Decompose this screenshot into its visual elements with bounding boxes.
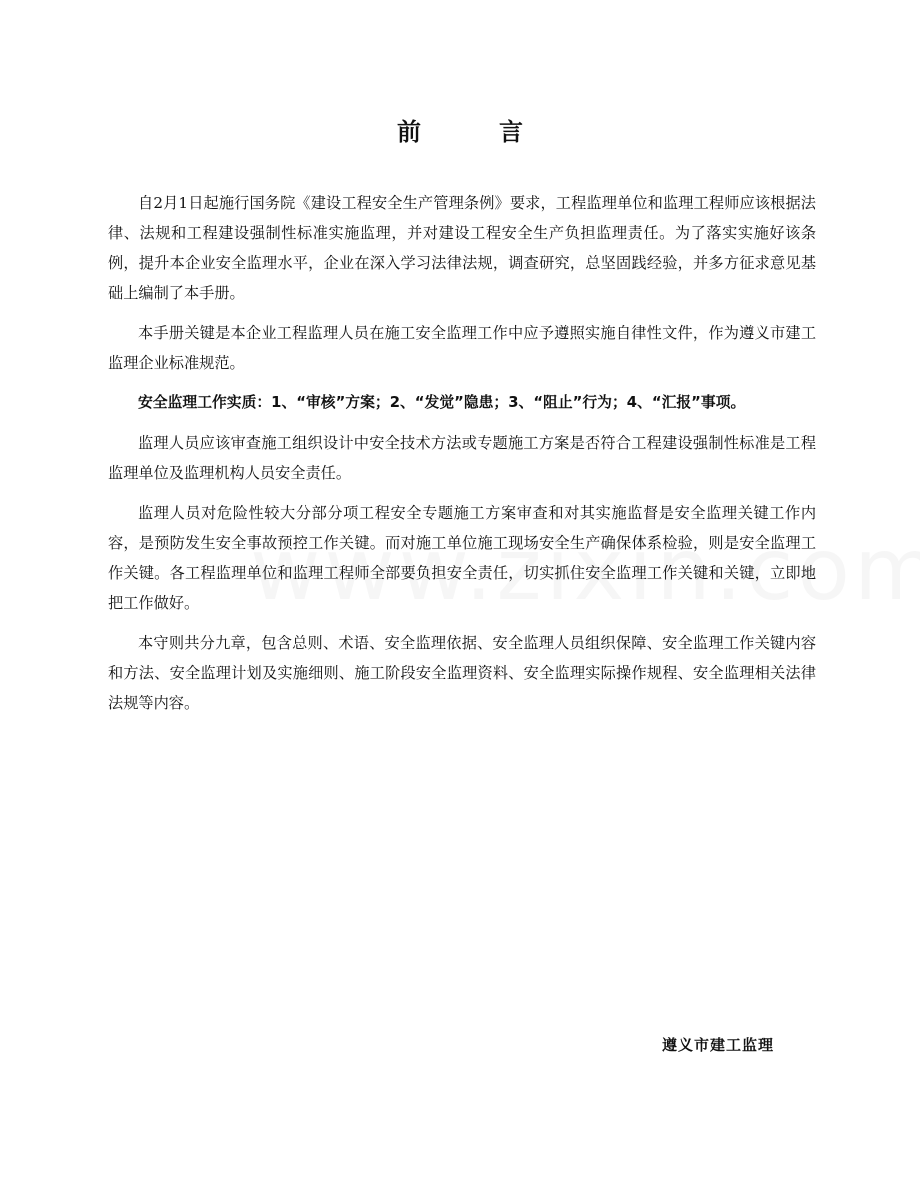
document-body <box>108 188 816 728</box>
paragraph-3-key-points: 安全监理工作实质：1、“审核”方案；2、“发觉”隐患；3、“阻止”行为；4、“汇报”事项。 <box>138 394 746 411</box>
paragraph-1: 自2月1日起施行国务院《建设工程安全生产管理条例》要求，工程监理单位和监理工程师应该根据法律、法规和工程建设强制性标准实施监理，并对建设工程安全生产负担监理责任。为了落实实施好该条例，提升本企业安全监理水平，企业在深入学习法律法规，调查研究，总坚固践经验，并多方征求意见基础上编制了本手册。 <box>108 194 816 302</box>
paragraph-5: 监理人员对危险性较大分部分项工程安全专题施工方案审查和对其实施监督是安全监理关键工作内容，是预防发生安全事故预控工作关键。而对施工单位施工现场安全生产确保体系检验，则是安全监理工作关键。各工程监理单位和监理工程师全部要负担安全责任，切实抓住安全监理工作关键和关键，立即地把工作做好。 <box>108 504 816 612</box>
paragraph-4: 监理人员应该审查施工组织设计中安全技术方法或专题施工方案是否符合工程建设强制性标准是工程监理单位及监理机构人员安全责任。 <box>108 434 816 482</box>
page-title: 前言 <box>397 118 601 146</box>
signature: 遵义市建工监理 <box>662 1036 775 1054</box>
paragraph-6: 本守则共分九章，包含总则、术语、安全监理依据、安全监理人员组织保障、安全监理工作关键内容和方法、安全监理计划及实施细则、施工阶段安全监理资料、安全监理实际操作规程、安全监理相关法律法规等内容。 <box>108 634 816 712</box>
paragraph-2: 本手册关键是本企业工程监理人员在施工安全监理工作中应予遵照实施自律性文件，作为遵义市建工监理企业标准规范。 <box>108 324 816 372</box>
